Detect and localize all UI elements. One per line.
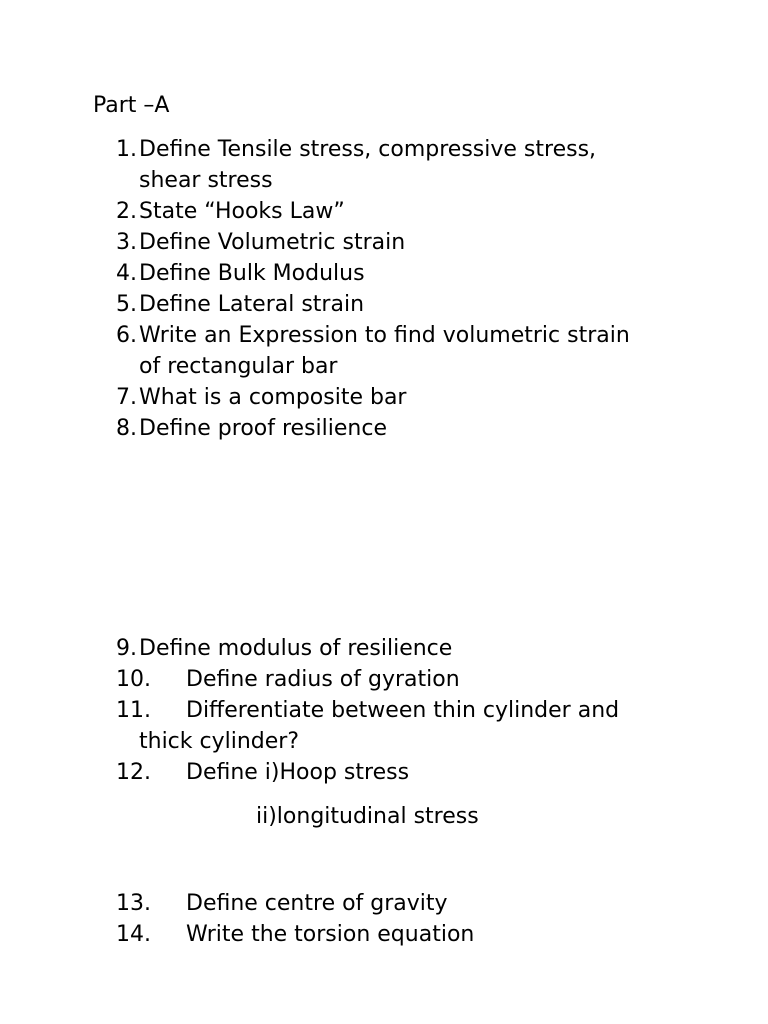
question-item	[116, 382, 406, 413]
question-number: 1.	[116, 137, 137, 162]
question-text: Define Tensile stress, compressive stress,	[139, 137, 597, 162]
question-text-continued: thick cylinder?	[139, 729, 300, 754]
question-number: 6.	[116, 323, 137, 348]
question-item	[116, 695, 619, 726]
question-number: 4.	[116, 261, 137, 286]
question-number: 9.	[116, 636, 137, 661]
question-item	[116, 289, 364, 320]
question-number: 14.	[116, 922, 151, 947]
question-item	[116, 258, 365, 289]
section-heading: Part –A	[93, 93, 170, 118]
question-number: 13.	[116, 891, 151, 916]
question-number: 10.	[116, 667, 151, 692]
question-text: State “Hooks Law”	[139, 199, 345, 224]
question-text: Differentiate between thin cylinder and	[186, 698, 620, 723]
question-number: 2.	[116, 199, 137, 224]
question-text: Define Volumetric strain	[139, 230, 406, 255]
question-item	[116, 413, 387, 444]
question-text: Define Bulk Modulus	[139, 261, 365, 286]
question-text: Define i)Hoop stress	[186, 760, 410, 785]
question-item	[116, 320, 630, 351]
question-item	[116, 227, 405, 258]
question-item	[116, 919, 474, 950]
question-text: Define modulus of resilience	[139, 636, 453, 661]
question-text: What is a composite bar	[139, 385, 407, 410]
question-number: 3.	[116, 230, 137, 255]
question-item	[116, 196, 345, 227]
question-number: 7.	[116, 385, 137, 410]
question-item	[116, 134, 596, 165]
question-item	[116, 757, 409, 788]
question-text-continued: of rectangular bar	[139, 354, 338, 379]
question-item	[116, 633, 452, 664]
question-text: Define radius of gyration	[186, 667, 460, 692]
question-text: Define centre of gravity	[186, 891, 448, 916]
question-text: Define Lateral strain	[139, 292, 365, 317]
question-number: 12.	[116, 760, 151, 785]
question-text-continued: shear stress	[139, 168, 273, 193]
question-number: 5.	[116, 292, 137, 317]
question-number: 8.	[116, 416, 137, 441]
question-text: Write an Expression to find volumetric strain	[139, 323, 630, 348]
question-subpart: ii)longitudinal stress	[256, 804, 479, 829]
question-item	[116, 664, 460, 695]
question-text: Define proof resilience	[139, 416, 387, 441]
question-item	[116, 888, 448, 919]
question-text: Write the torsion equation	[186, 922, 475, 947]
question-number: 11.	[116, 698, 151, 723]
